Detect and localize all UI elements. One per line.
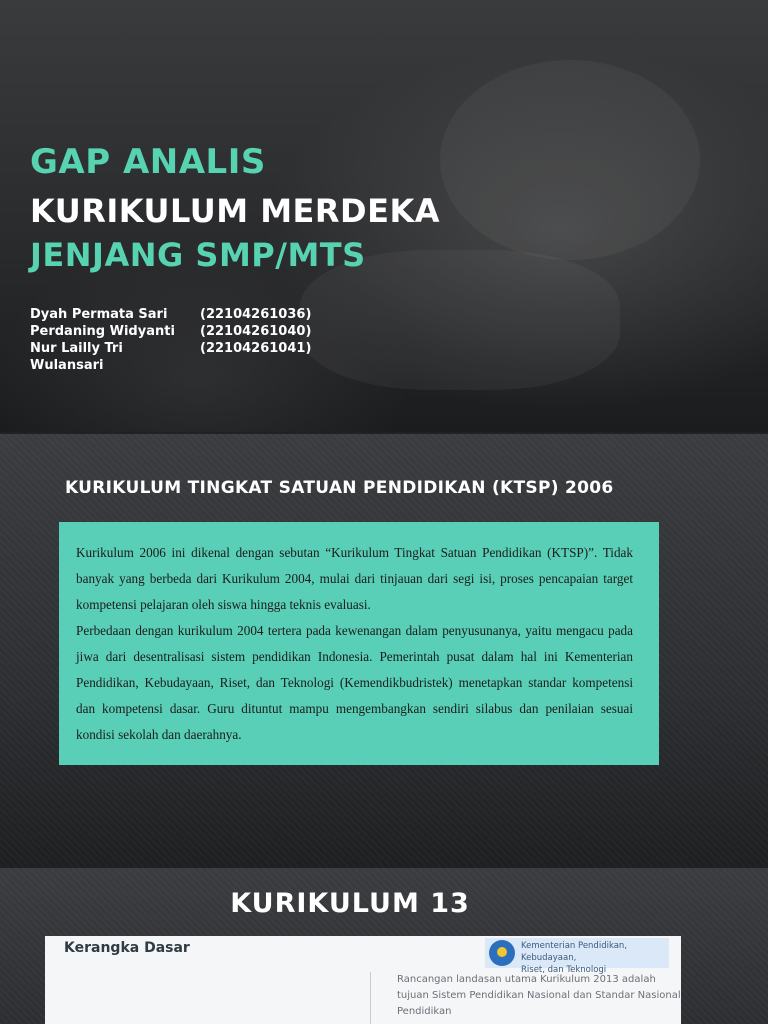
title-slide <box>0 0 768 432</box>
k13-slide <box>0 868 768 1024</box>
slide-heading: KURIKULUM 13 <box>230 888 470 919</box>
framework-description: Rancangan landasan utama Kurikulum 2013 adalah tujuan Sistem Pendidikan Nasional dan Standar Nasional Pendidikan <box>397 974 681 1017</box>
ktsp-slide <box>0 434 768 866</box>
paragraph-1: Kurikulum 2006 ini dikenal dengan sebutan “Kurikulum Tingkat Satuan Pendidikan (KTSP)”. Tidak banyak yang berbeda dari Kurikulum 2004, mulai dari tinjauan dari segi isi, proses pencapaian target kompetensi pelajaran oleh siswa hingga teknis evaluasi. <box>76 545 633 612</box>
divider <box>370 972 371 1024</box>
panel-title: Kerangka Dasar <box>64 940 190 956</box>
author-name: Dyah Permata Sari <box>30 307 168 322</box>
author-id: (22104261040) <box>200 324 312 339</box>
author-id: (22104261036) <box>200 307 312 322</box>
framework-panel <box>45 936 681 1024</box>
title-gap-analis: GAP ANALIS <box>30 142 266 182</box>
author-row <box>30 340 312 373</box>
ministry-logo-icon <box>489 940 515 966</box>
slide-heading: KURIKULUM TINGKAT SATUAN PENDIDIKAN (KTSP) 2006 <box>65 478 614 498</box>
content-box <box>59 522 659 765</box>
author-row <box>30 306 311 323</box>
title-jenjang: JENJANG SMP/MTS <box>30 236 366 274</box>
author-name: Perdaning Widyanti <box>30 324 175 339</box>
author-id: (22104261041) <box>200 341 312 356</box>
ministry-name <box>521 940 665 976</box>
author-row <box>30 323 311 340</box>
ministry-name-line2: Riset, dan Teknologi <box>521 965 607 975</box>
title-kurikulum-merdeka: KURIKULUM MERDEKA <box>30 192 441 230</box>
background-photo <box>440 60 700 260</box>
ministry-badge <box>485 938 669 975</box>
author-name: Nur Lailly Tri Wulansari <box>30 341 123 373</box>
paragraph-2: Perbedaan dengan kurikulum 2004 tertera pada kewenangan dalam penyusunanya, yaitu mengacu pada jiwa dari desentralisasi sistem pendidikan Indonesia. Pemerintah pusat dalam hal ini Kementerian Pendidikan, Kebudayaan, Riset, dan Teknologi (Kemendikbudristek) menetapkan standar kompetensi dan kompetensi dasar. Guru dituntut mampu mengembangkan sendiri silabus dan penilaian sesuai kondisi sekolah dan daerahnya. <box>76 623 633 742</box>
author-list <box>30 306 312 373</box>
ministry-name-line1: Kementerian Pendidikan, Kebudayaan, <box>521 941 628 963</box>
